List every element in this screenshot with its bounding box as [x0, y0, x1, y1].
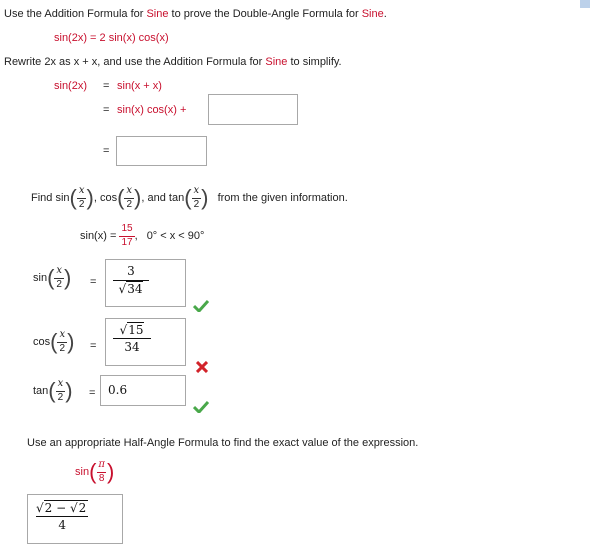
cos-ans-den: 34	[113, 338, 151, 354]
frac-den: 2	[56, 278, 62, 290]
frac-num: x	[59, 329, 66, 340]
step1-lhs: sin(2x)	[54, 80, 88, 92]
radicand-two: 2	[44, 501, 53, 515]
sqrt-radicand: 34	[127, 282, 143, 296]
frac-den: 2	[193, 198, 200, 210]
sin-half-label: sin( $\frac{x}{2}$ )	[33, 265, 72, 290]
sine-highlight: Sine	[146, 8, 169, 20]
scrollbar-thumb[interactable]	[580, 0, 590, 8]
prob3-ans-num: √2 − √2	[36, 501, 87, 515]
cos-eq: =	[90, 340, 97, 352]
tan-half-label: tan( $\frac{x}{2}$ )	[33, 378, 73, 403]
double-angle-formula: sin(2x) = 2 sin(x) cos(x)	[54, 32, 169, 44]
step2-eq: =	[103, 104, 110, 116]
instruction-text: to prove the Double-Angle Formula for	[168, 8, 362, 20]
sin-pi-over-8: sin( $\frac{\pi}{8}$ )	[75, 459, 115, 484]
prob3-instruction: Use an appropriate Half-Angle Formula to find the exact value of the expression.	[27, 437, 419, 449]
frac-num: x	[57, 378, 64, 389]
step1-eq: =	[103, 80, 110, 92]
sin-label: sin	[55, 191, 70, 204]
instruction-text: to simplify.	[287, 56, 342, 68]
step3-eq: =	[103, 145, 110, 157]
frac-num: x	[126, 185, 133, 196]
tan-half-answer[interactable]	[100, 375, 186, 406]
prob1-instruction	[4, 8, 387, 20]
prob2-instruction: Find sin( $\frac{x}{2}$ ), cos( $\frac{x}{2}$ ), and tan( $\frac{x}{2}$ ) from the given information.	[31, 185, 348, 210]
step3-answer-input[interactable]	[116, 136, 207, 166]
frac-num: π	[98, 459, 105, 470]
minus-sign: −	[52, 501, 70, 515]
sin-ans-den: √34	[113, 280, 149, 296]
frac-den: 2	[57, 391, 64, 403]
cos-label: cos	[99, 191, 118, 204]
sqrt-radicand: 15	[128, 323, 144, 337]
sine-highlight: Sine	[265, 56, 288, 68]
given-num: 15	[121, 223, 133, 234]
sine-highlight: Sine	[361, 8, 384, 20]
rewrite-instruction	[4, 56, 342, 68]
comma: ,	[93, 191, 97, 204]
frac-num: x	[193, 185, 200, 196]
instruction-text: Use the Addition Formula for	[4, 8, 147, 20]
half-angle-answer[interactable]	[27, 494, 123, 544]
sin-label: sin	[33, 271, 48, 284]
correct-check-icon	[193, 300, 209, 312]
from-given-label: from the given information.	[217, 191, 348, 204]
frac-den: 2	[59, 342, 66, 354]
sin-label: sin	[75, 465, 90, 478]
frac-den: 8	[98, 472, 105, 484]
given-lhs: sin(x) =	[80, 229, 117, 242]
tan-label: tan	[168, 191, 185, 204]
frac-num: x	[56, 265, 63, 276]
incorrect-x-icon	[196, 361, 208, 373]
cos-ans-num: √15	[119, 323, 144, 337]
given-range: 0° < x < 90°	[146, 229, 205, 242]
frac-den: 2	[78, 198, 85, 210]
and-label: , and	[141, 191, 166, 204]
tan-ans-value: 0.6	[108, 383, 128, 397]
tan-eq: =	[89, 387, 96, 399]
instruction-text: Rewrite 2x as x + x, and use the Addition Formula for	[4, 56, 266, 68]
inner-radicand: 2	[78, 501, 87, 515]
correct-check-icon	[193, 401, 209, 413]
given-info	[80, 224, 204, 248]
step2-rhs: sin(x) cos(x) +	[117, 104, 187, 116]
sin-half-answer[interactable]	[105, 259, 186, 307]
comma: ,	[134, 229, 138, 242]
sin-ans-num: 3	[127, 264, 135, 278]
sin-eq: =	[90, 276, 97, 288]
step2-answer-input[interactable]	[208, 94, 298, 125]
step1-rhs: sin(x + x)	[117, 80, 162, 92]
find-label: Find	[31, 191, 53, 204]
given-den: 17	[121, 236, 133, 248]
cos-half-label: cos( $\frac{x}{2}$ )	[33, 329, 75, 354]
cos-half-answer[interactable]	[105, 318, 186, 366]
frac-den: 2	[126, 198, 132, 210]
frac-num: x	[78, 185, 85, 196]
tan-label: tan	[33, 384, 49, 397]
cos-label: cos	[33, 335, 51, 348]
instruction-text: .	[383, 8, 387, 20]
prob3-ans-den: 4	[36, 516, 88, 532]
